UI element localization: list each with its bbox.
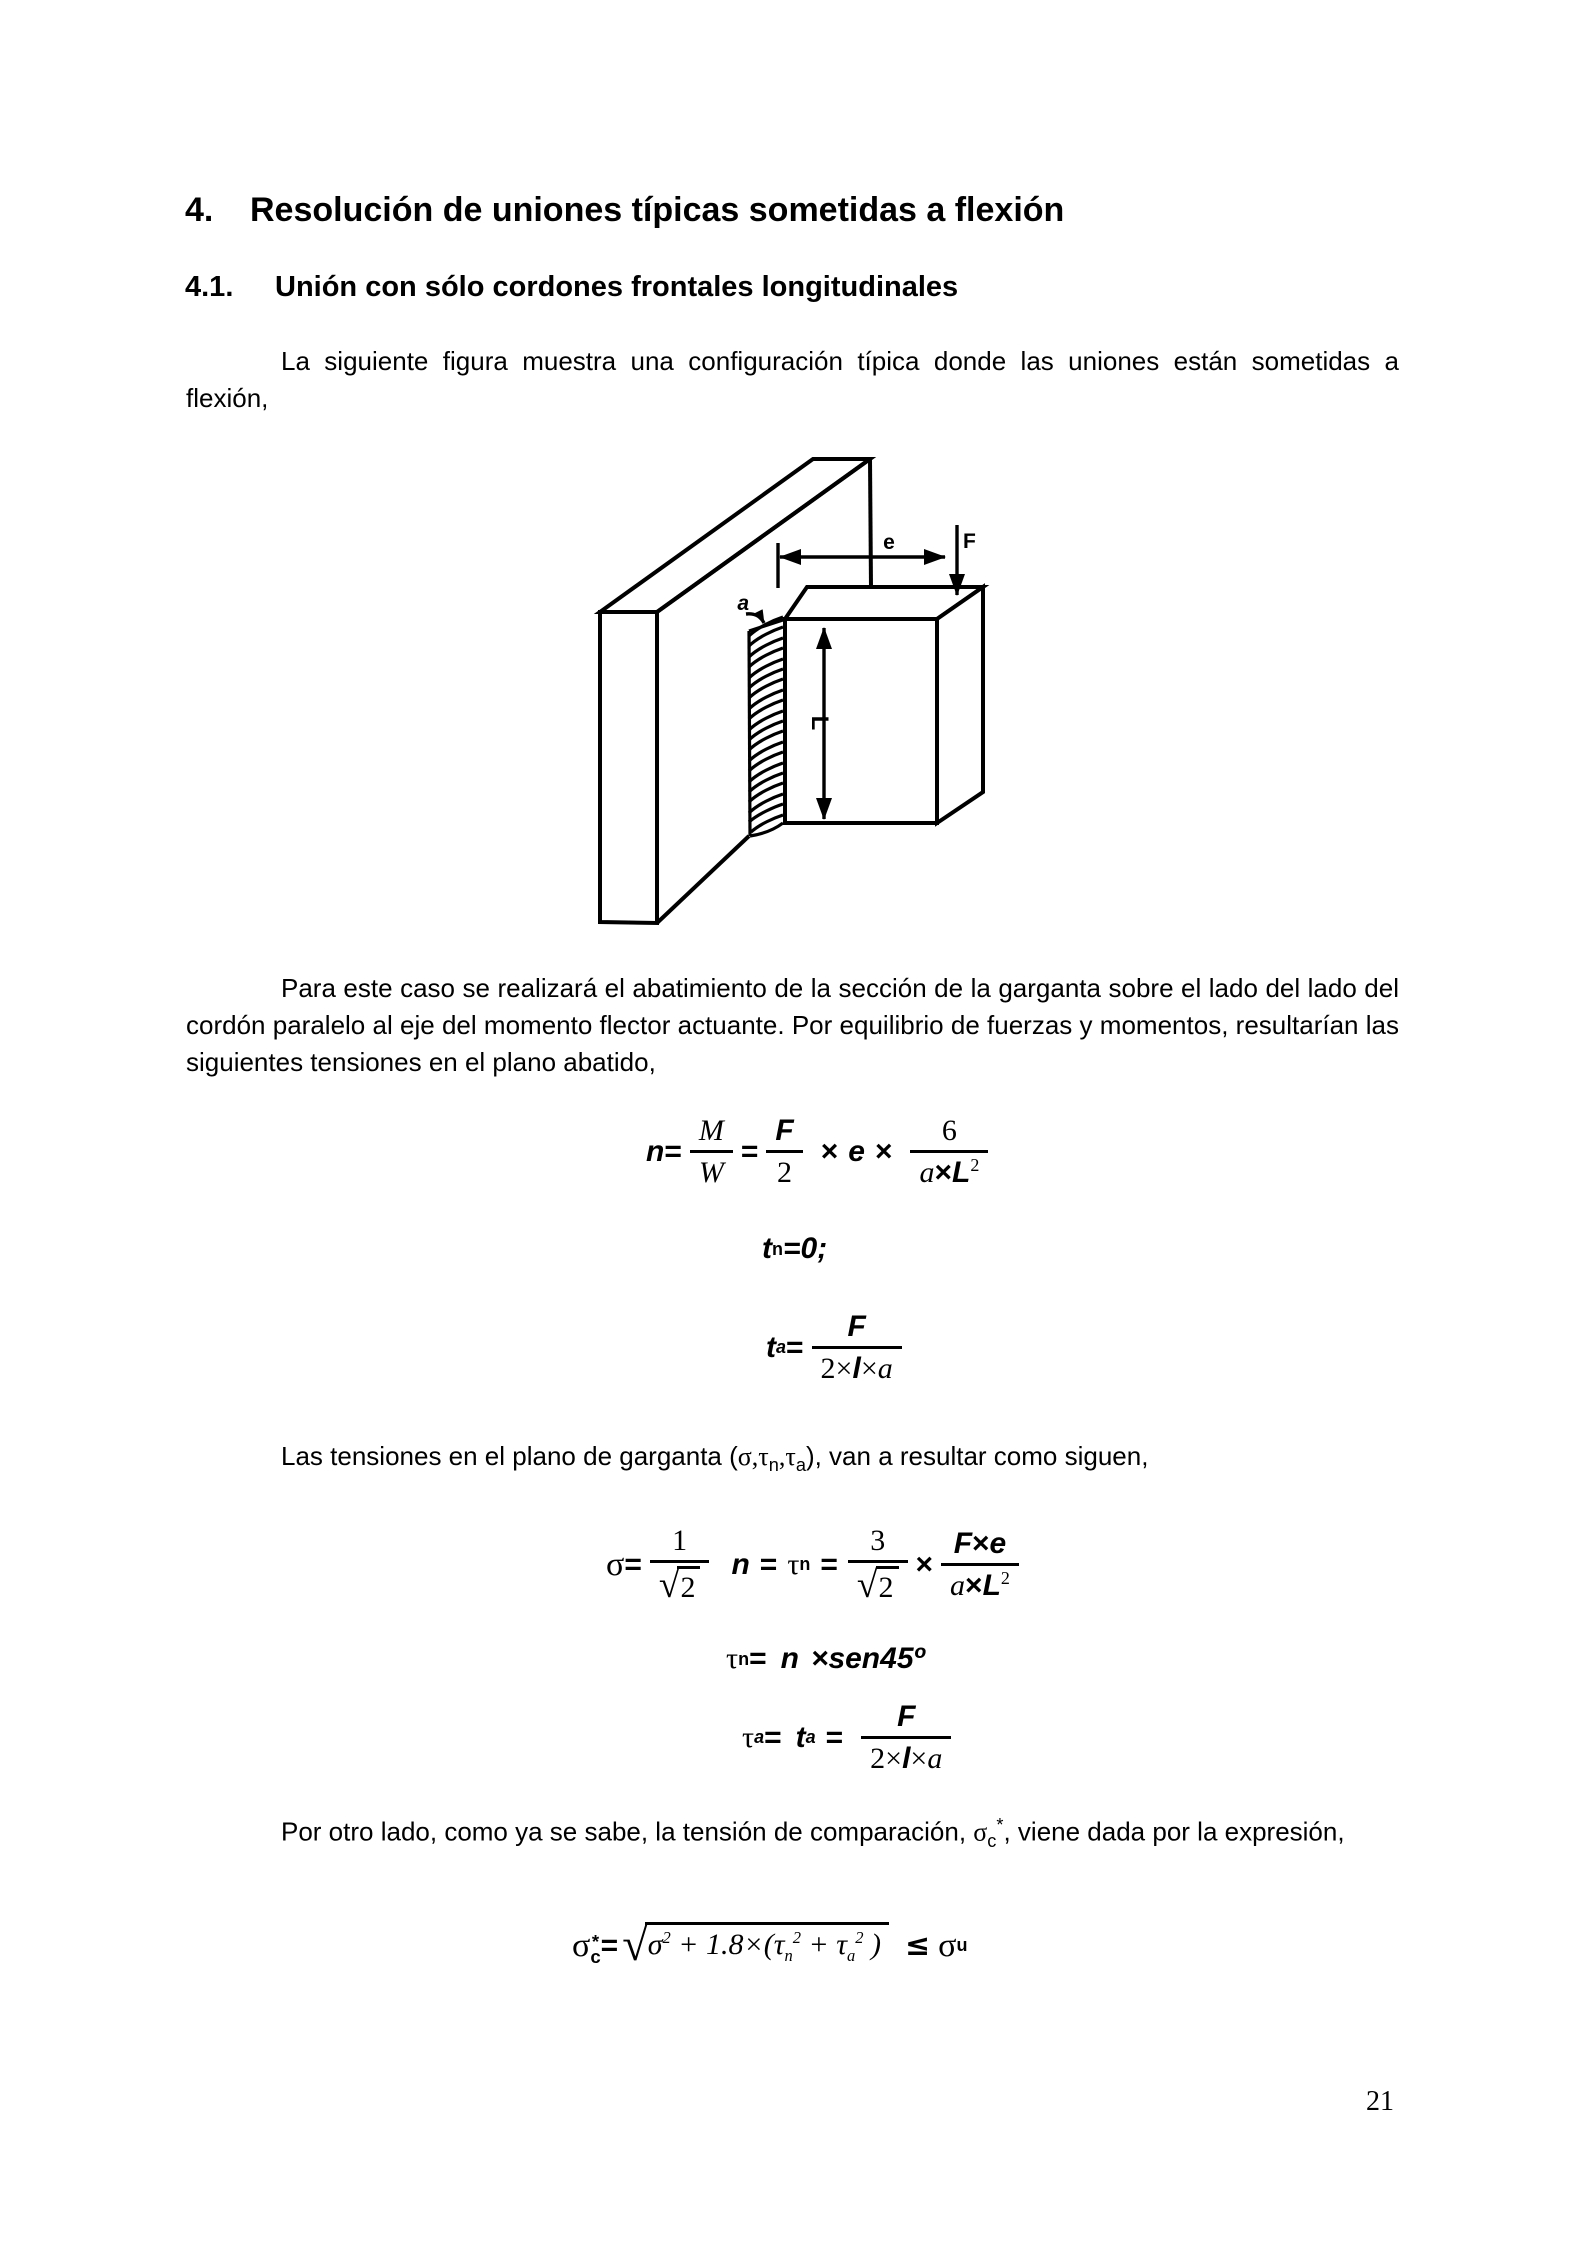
wall-side-face (600, 612, 657, 923)
wall-right-edge (870, 459, 871, 588)
fraction-f-2: $\frac{F}{2}$ (766, 1114, 802, 1189)
fraction-fe-al2: $\frac{F\times e}{a\times L^2}$ (941, 1527, 1019, 1602)
equation-tn-zero: t n =0; (762, 1232, 828, 1265)
wall-bottom-edge (657, 836, 749, 923)
equation-tau-n: τ n = n ×sen45º (726, 1642, 925, 1675)
dimension-l-label: L (806, 715, 833, 731)
block-right-face (937, 587, 983, 823)
radical: √ $\sigma^2 + 1.8\times(\tau_n^2 + \tau_a^2$ ) (622, 1922, 889, 1969)
weld-bead (749, 617, 783, 836)
fraction-1-sqrt2: 1 √ 2 (650, 1524, 710, 1605)
equation-n: n = $\frac{M}{W}$ = $\frac{F}{2}$ × e × $\frac{6}{a\times L^2}$ (646, 1114, 996, 1189)
subsection-heading (185, 269, 958, 305)
paragraph-garganta: Las tensiones en el plano de garganta $(\sigma,\tau_n,\tau_a)$, van a resultar como siguen, (281, 1441, 1149, 1476)
joint-figure (550, 430, 1050, 930)
dimension-e (778, 531, 945, 588)
throat-a-leader (746, 614, 764, 623)
eq-n-lhs: n (646, 1134, 665, 1168)
section-heading (185, 190, 1064, 230)
fraction-3-sqrt2: 3 √ 2 (848, 1524, 908, 1605)
subsection-title: Unión con sólo cordones frontales longitudinales (275, 271, 959, 303)
paragraph-intro: La siguiente figura muestra una configuración típica donde las uniones están sometidas a flexión, (186, 346, 1399, 413)
equation-sigma-c: σ * c = √ $\sigma^2 + 1.8\times(\tau_n^2 + \tau_a^2$ ) ≤ σ u (572, 1920, 968, 1971)
force-arrow-f (957, 525, 976, 595)
subsection-number: 4.1. (185, 271, 234, 303)
throat-a-label: a (737, 592, 749, 615)
paragraph-caso: Para este caso se realizará el abatimiento de la sección de la garganta sobre el lado del lado del cordón paralelo al eje del momento flector actuante. Por equilibrio de fuerzas y momentos, resultarían las siguientes tensiones en el plano abatido, (186, 973, 1399, 1077)
dimension-e-label: e (883, 531, 895, 554)
fraction-6-al2: $\frac{6}{a\times L^2}$ (910, 1114, 988, 1189)
throat-a (737, 592, 764, 623)
paragraph-comparacion: Por otro lado, como ya se sabe, la tensión de comparación, $\sigma_c^*$, viene dada por la expresión, (281, 1815, 1345, 1851)
equation-tau-a: τ a = t a = $\frac{F}{2\times l\times a}$ (742, 1700, 959, 1775)
section-number: 4. (185, 191, 214, 229)
fraction-f-2la-2: $\frac{F}{2\times l\times a}$ (861, 1700, 951, 1775)
equation-ta: t a = $\frac{F}{2\times l\times a}$ (766, 1310, 910, 1385)
attached-plate (785, 587, 983, 823)
section-title: Resolución de uniones típicas sometidas a flexión (250, 191, 1065, 229)
page-number: 21 (1366, 2086, 1394, 2117)
force-f-label: F (963, 530, 976, 553)
equation-sigma: σ = 1 √ 2 n = τ n = 3 √ 2 × $\frac{F\times e}{a\times L^2}$ (606, 1524, 1027, 1605)
fraction-f-2la: $\frac{F}{2\times l\times a}$ (812, 1310, 902, 1385)
fraction-m-w: $\frac{M}{W}$ (690, 1114, 733, 1189)
